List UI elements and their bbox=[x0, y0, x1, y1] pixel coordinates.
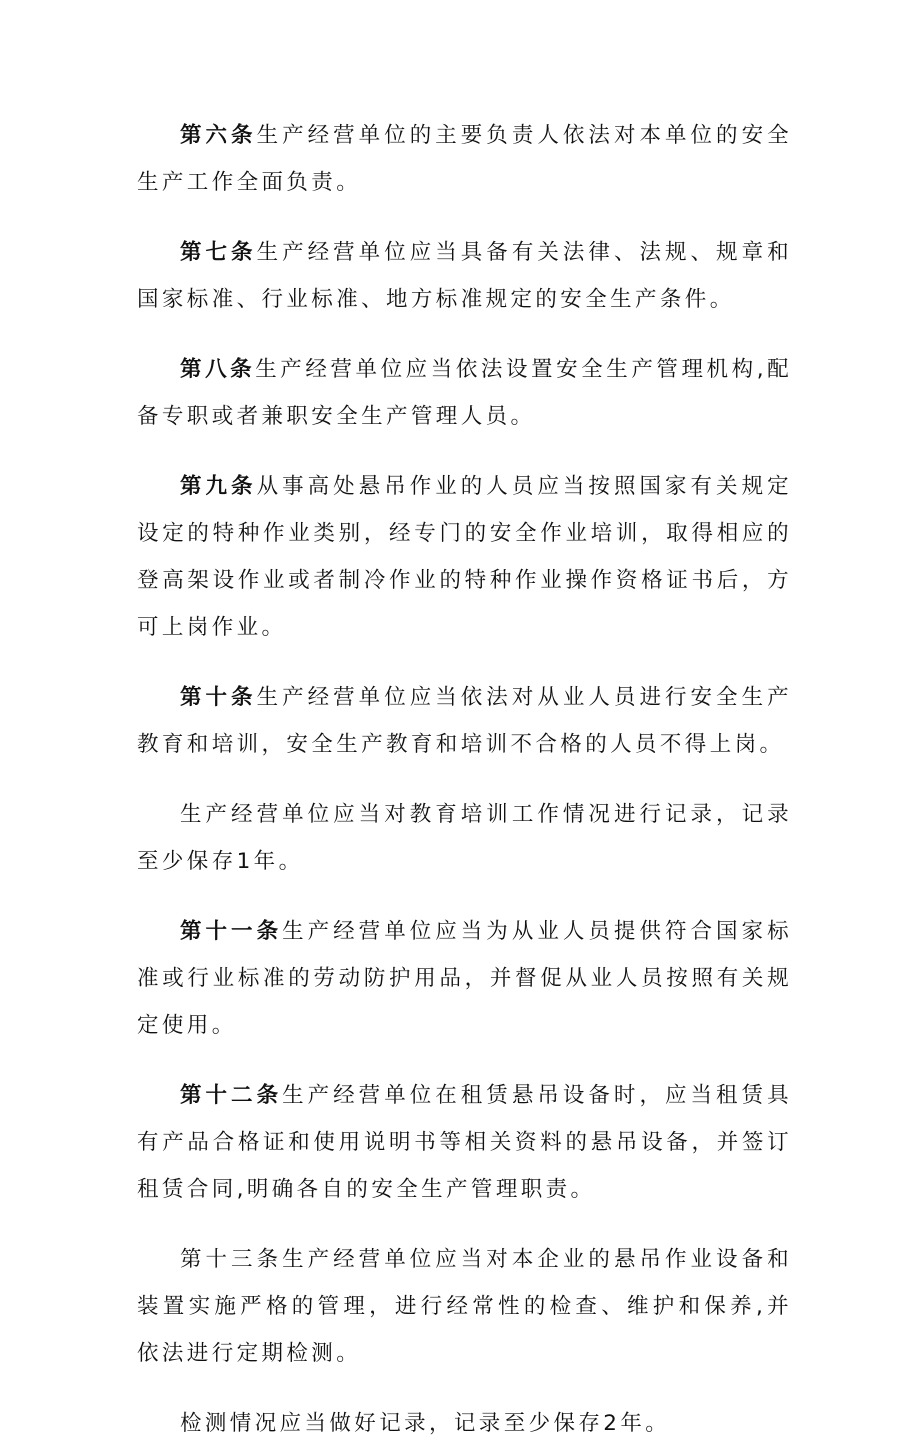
article-11-text: 生产经营单位应当为从业人员提供符合国家标准或行业标准的劳动防护用品，并督促从业人员按照有关规定使用。 bbox=[137, 919, 792, 1038]
article-10-title: 第十条 bbox=[180, 685, 257, 710]
article-6-paragraph bbox=[137, 112, 792, 206]
article-10-record-paragraph bbox=[137, 791, 792, 885]
article-7-text: 生产经营单位应当具备有关法律、法规、规章和国家标准、行业标准、地方标准规定的安全生产条件。 bbox=[137, 240, 792, 312]
article-9-text: 从事高处悬吊作业的人员应当按照国家有关规定设定的特种作业类别，经专门的安全作业培训，取得相应的登高架设作业或者制冷作业的特种作业操作资格证书后，方可上岗作业。 bbox=[137, 474, 792, 640]
article-8-paragraph bbox=[137, 346, 792, 440]
article-10-text: 生产经营单位应当依法对从业人员进行安全生产教育和培训，安全生产教育和培训不合格的人员不得上岗。 bbox=[137, 685, 792, 757]
article-12-text: 生产经营单位在租赁悬吊设备时，应当租赁具有产品合格证和使用说明书等相关资料的悬吊设备，并签订租赁合同,明确各自的安全生产管理职责。 bbox=[137, 1083, 792, 1202]
article-6-text: 生产经营单位的主要负责人依法对本单位的安全生产工作全面负责。 bbox=[137, 123, 792, 195]
article-8-text: 生产经营单位应当依法设置安全生产管理机构,配备专职或者兼职安全生产管理人员。 bbox=[137, 357, 793, 429]
article-7-title: 第七条 bbox=[180, 240, 257, 265]
article-11-title: 第十一条 bbox=[180, 919, 283, 944]
article-13-text: 第十三条生产经营单位应当对本企业的悬吊作业设备和装置实施严格的管理，进行经常性的检查、维护和保养,并依法进行定期检测。 bbox=[137, 1247, 792, 1366]
article-13-record-text: 检测情况应当做好记录，记录至少保存2年。 bbox=[180, 1411, 671, 1436]
article-12-title: 第十二条 bbox=[180, 1083, 283, 1108]
article-11-paragraph bbox=[137, 908, 792, 1049]
article-8-title: 第八条 bbox=[180, 357, 256, 382]
article-7-paragraph bbox=[137, 229, 792, 323]
article-13-paragraph bbox=[137, 1236, 792, 1377]
article-6-title: 第六条 bbox=[180, 123, 257, 148]
article-12-paragraph bbox=[137, 1072, 792, 1213]
article-9-paragraph bbox=[137, 463, 792, 651]
article-10-record-text: 生产经营单位应当对教育培训工作情况进行记录，记录至少保存1年。 bbox=[137, 802, 792, 874]
article-13-record-paragraph bbox=[137, 1400, 792, 1447]
article-10-paragraph bbox=[137, 674, 792, 768]
article-9-title: 第九条 bbox=[180, 474, 257, 499]
